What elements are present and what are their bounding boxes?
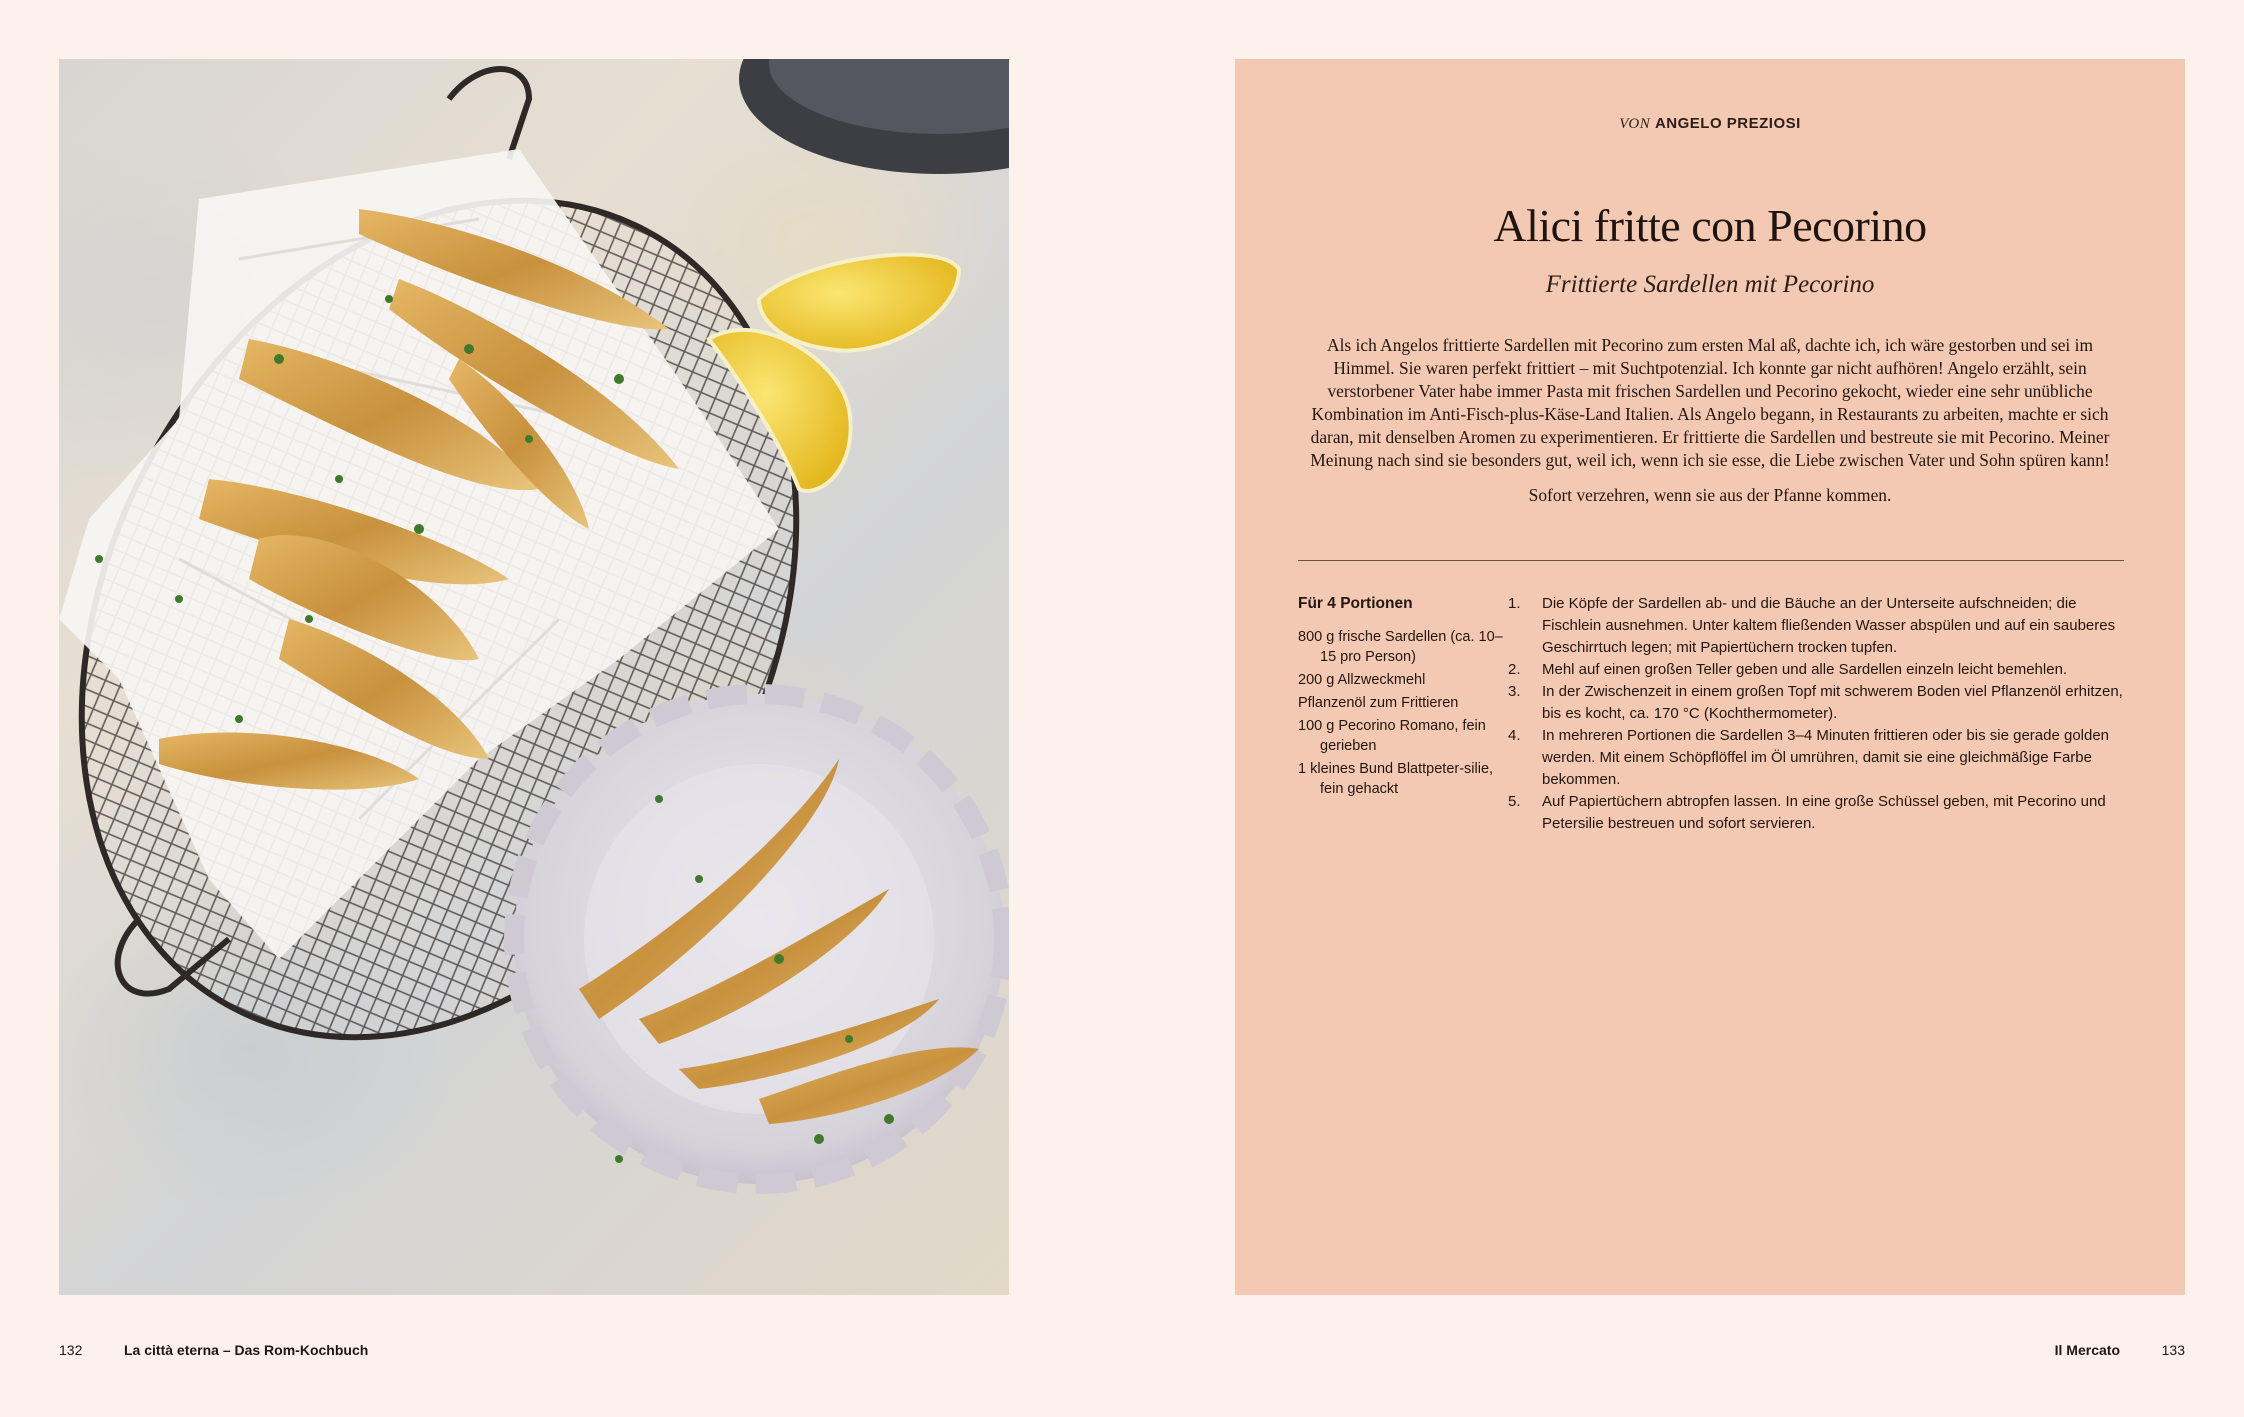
recipe-panel bbox=[1235, 59, 2185, 1295]
ingredient-item: 100 g Pecorino Romano, fein gerieben bbox=[1298, 718, 1486, 754]
ingredients-column bbox=[1298, 593, 1508, 802]
method-step bbox=[1508, 725, 2138, 791]
step-number: 2. bbox=[1508, 661, 1521, 678]
ingredient-item: Pflanzenöl zum Frittieren bbox=[1298, 695, 1459, 711]
section-divider bbox=[1298, 560, 2124, 561]
byline-author: ANGELO PREZIOSI bbox=[1654, 115, 1801, 132]
intro-paragraph: Als ich Angelos frittierte Sardellen mit Pecorino zum ersten Mal aß, dachte ich, ich wäre gestorben und sei im Himmel. Sie waren perfekt frittiert – mit Suchtpotenzial. Ich konnte gar nicht aufhören! Angelo erzählt, sein verstorbener Vater habe immer Pasta mit frischen Sardellen und Pecorino gekocht, wieder eine sehr unübliche Kombination im Anti-Fisch-plus-Käse-Land Italien. Als Angelo begann, in Restaurants zu arbeiten, machte er sich daran, mit denselben Aromen zu experimentieren. Er frittierte die Sardellen und bestreute sie mit Pecorino. Meiner Meinung nach sind sie besonders gut, weil ich, wenn ich sie esse, die Liebe zwischen Vater und Sohn spüren kann! bbox=[1310, 335, 2110, 470]
recipe-subtitle: Frittierte Sardellen mit Pecorino bbox=[1545, 271, 1875, 298]
step-text: In der Zwischenzeit in einem großen Topf mit schwerem Boden viel Pflanzenöl erhitzen, bis es kocht, ca. 170 °C (Kochthermometer). bbox=[1542, 683, 2123, 722]
step-number: 4. bbox=[1508, 727, 1521, 744]
photo-illustration bbox=[59, 59, 1009, 1295]
method-step bbox=[1508, 659, 2138, 681]
method-step bbox=[1508, 681, 2138, 725]
step-text: Mehl auf einen großen Teller geben und alle Sardellen einzeln leicht bemehlen. bbox=[1542, 661, 2068, 678]
recipe-title: Alici fritte con Pecorino bbox=[1493, 200, 1927, 251]
method-steps bbox=[1508, 593, 2138, 835]
step-number: 1. bbox=[1508, 595, 1521, 612]
book-title-footer: La città eterna – Das Rom-Kochbuch bbox=[124, 1342, 369, 1358]
right-page-number: 133 bbox=[2161, 1342, 2185, 1358]
step-number: 3. bbox=[1508, 683, 1521, 700]
step-text: Auf Papiertüchern abtropfen lassen. In eine große Schüssel geben, mit Pecorino und Petersilie bestreuen und sofort servieren. bbox=[1542, 793, 2106, 832]
step-text: Die Köpfe der Sardellen ab- und die Bäuche an der Unterseite aufschneiden; die Fischlein ausnehmen. Unter kaltem fließenden Wasser abspülen und auf ein sauberes Geschirrtuch legen; mit Papiertüchern trocken tupfen. bbox=[1542, 595, 2116, 656]
ingredient-item: 200 g Allzweckmehl bbox=[1298, 672, 1426, 688]
ingredient-item: 1 kleines Bund Blattpeter-silie, fein gehackt bbox=[1298, 761, 1494, 797]
method-step bbox=[1508, 791, 2138, 835]
byline bbox=[1235, 115, 2185, 133]
ingredients-list bbox=[1298, 627, 1508, 799]
method-step bbox=[1508, 593, 2138, 659]
fried-anchovies-photo bbox=[59, 59, 1009, 1295]
recipe-intro bbox=[1295, 334, 2125, 519]
step-text: In mehreren Portionen die Sardellen 3–4 Minuten frittieren oder bis sie gerade golden werden. Mit einem Schöpflöffel im Öl umrühren, damit sie eine gleichmäßige Farbe bekommen. bbox=[1542, 727, 2110, 788]
section-title-footer: Il Mercato bbox=[2054, 1342, 2120, 1358]
servings-heading: Für 4 Portionen bbox=[1298, 595, 1413, 612]
step-number: 5. bbox=[1508, 793, 1521, 810]
ingredient-item: 800 g frische Sardellen (ca. 10–15 pro Person) bbox=[1298, 629, 1503, 665]
intro-note: Sofort verzehren, wenn sie aus der Pfanne kommen. bbox=[1528, 485, 1892, 505]
byline-prefix: VON bbox=[1619, 116, 1651, 132]
left-page-number: 132 bbox=[59, 1342, 83, 1358]
scalloped-plate bbox=[514, 694, 1004, 1184]
